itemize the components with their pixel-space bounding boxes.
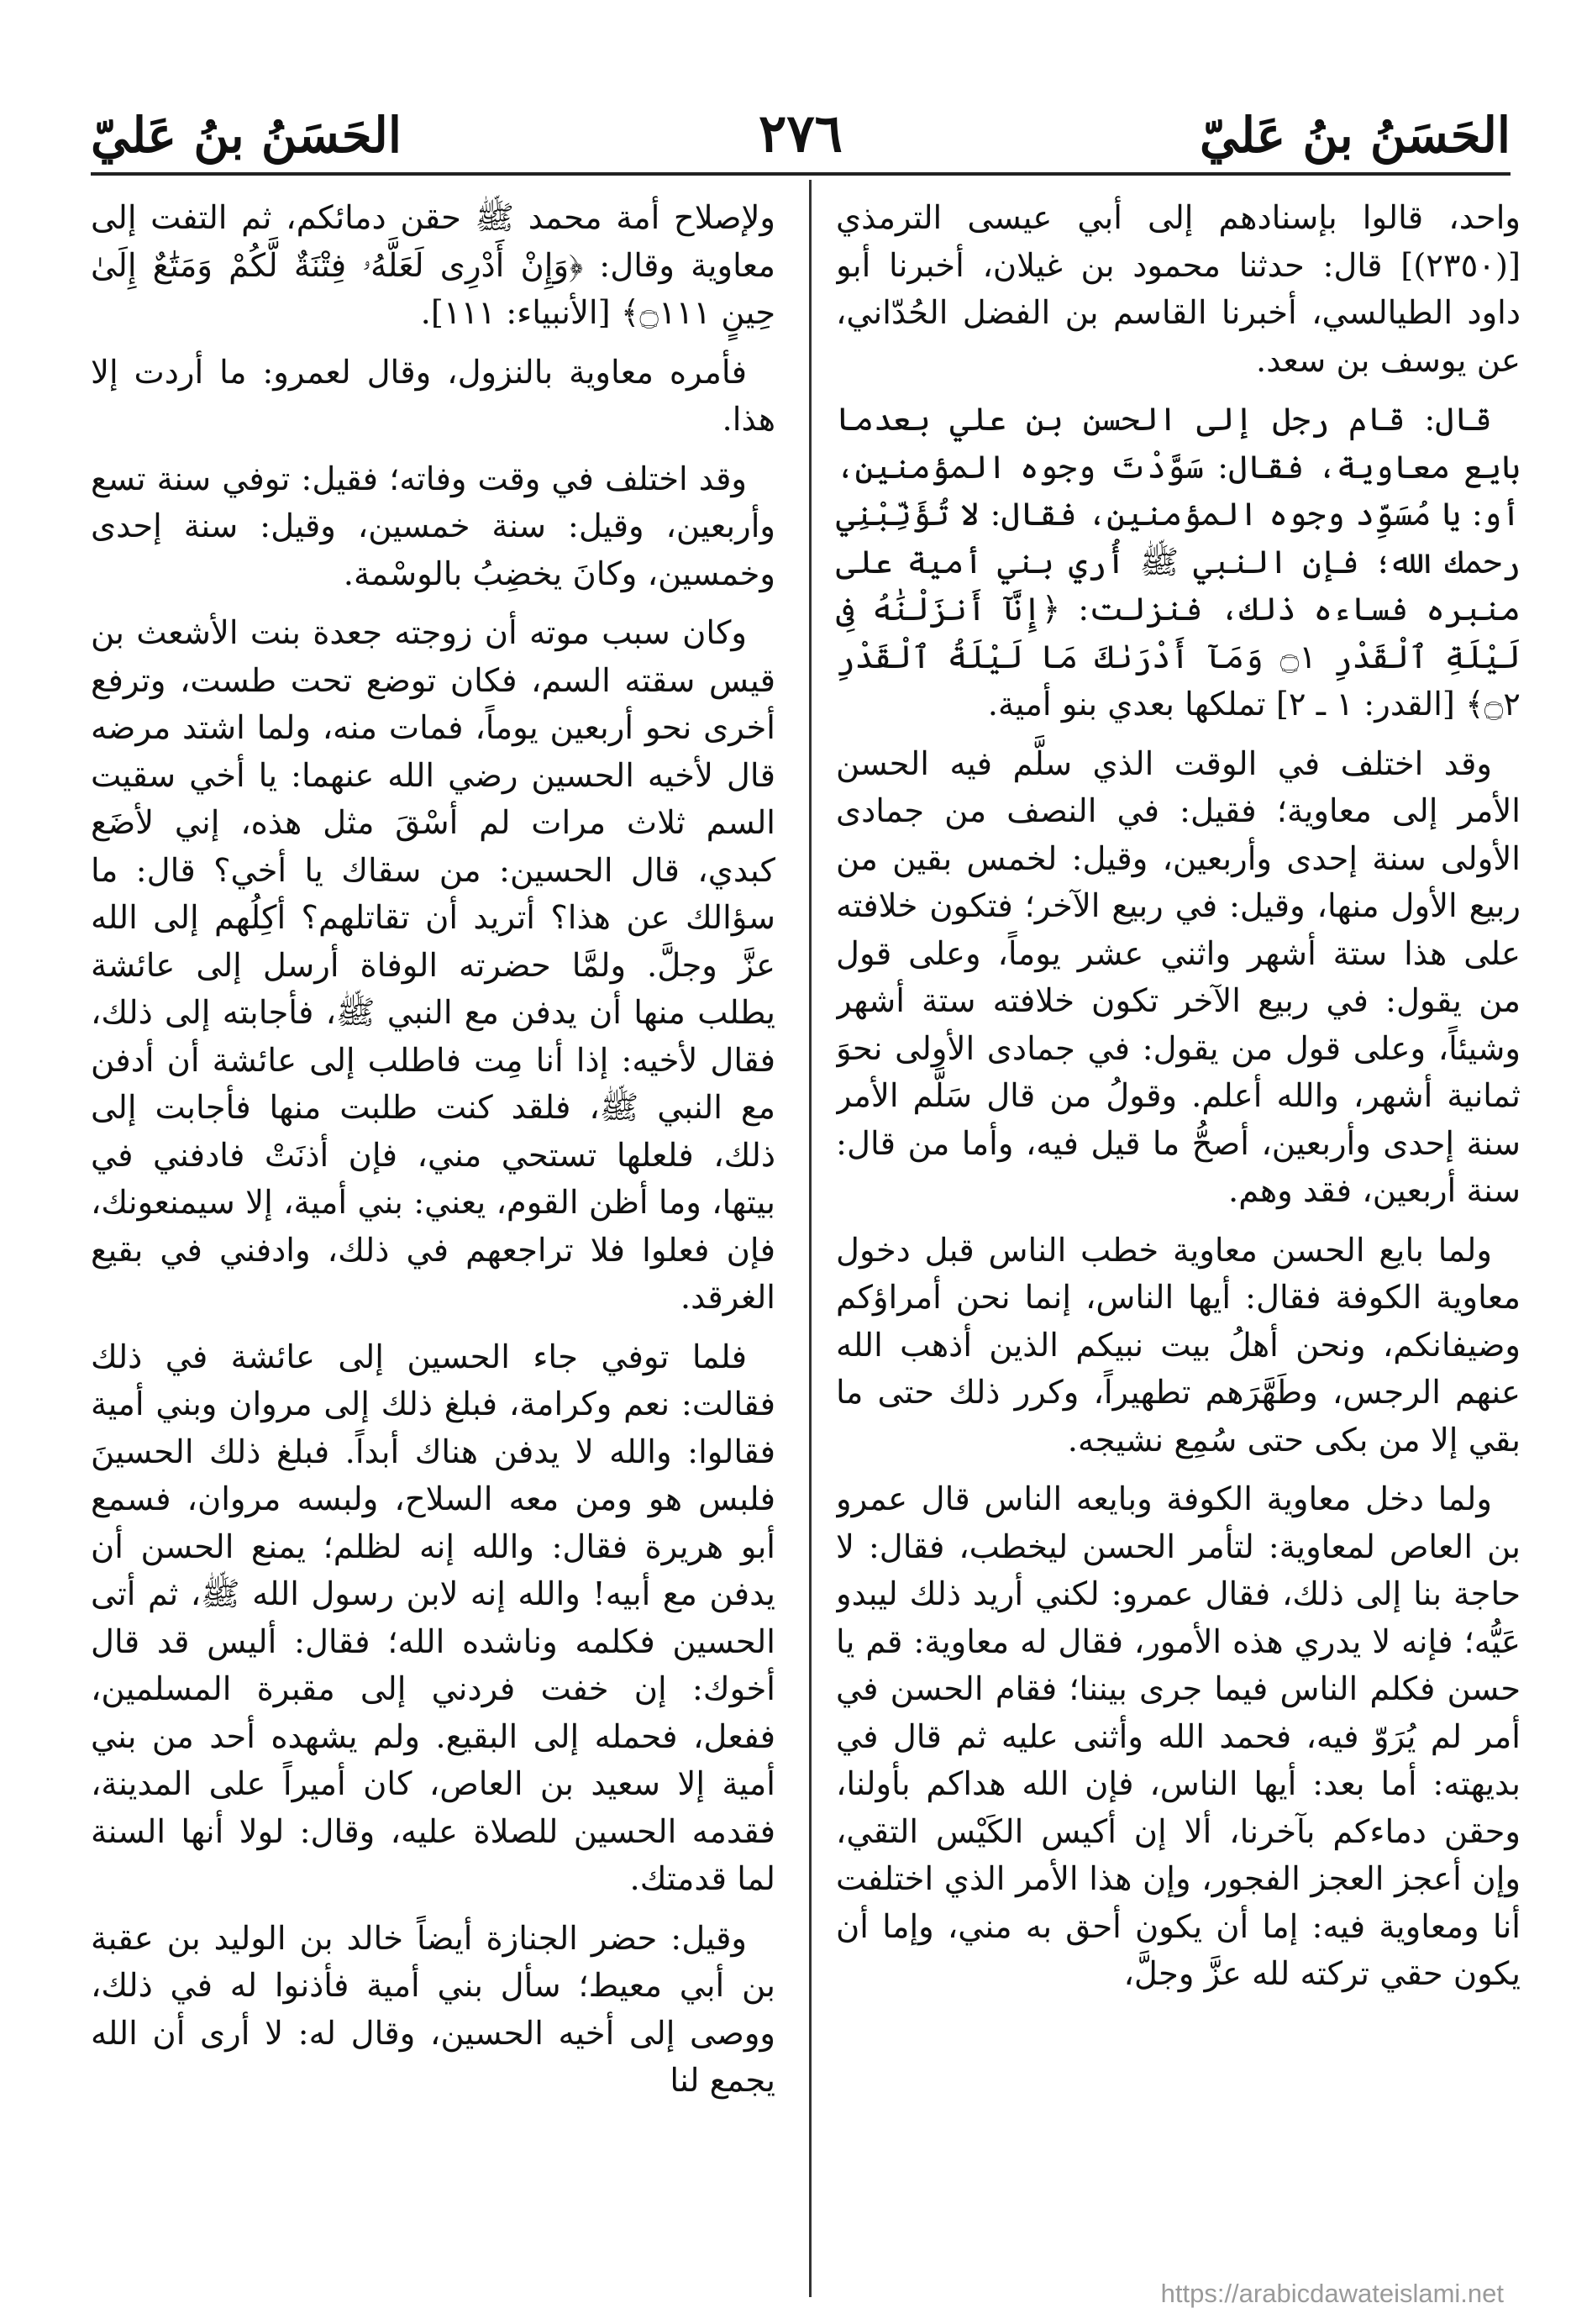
watermark-url: https://arabicdawateislami.net [1160, 2279, 1504, 2308]
paragraph: قال: قام رجل إلى الحسن بن علي بعدما بايع معاوية، فقال: سَوَّدْتَ وجوه المؤمنين، أو: يا مُسَوِّد وجوه المؤمنين، فقال: لا تُؤَنِّبْنِي رحمك الله؛ فإن النبي ﷺ أُري بني أمية على منبره فساءه ذلك، فنزلت: ﴿إِنَّآ أَنزَلْنَٰهُ فِى لَيْلَةِ ٱلْقَدْرِ ۝١ وَمَآ أَدْرَىٰكَ مَا لَيْلَةُ ٱلْقَدْرِ ۝٢﴾ [القدر: ١ ـ ٢] تملكها بعدي بنو أمية. [836, 401, 1521, 723]
left-column [91, 195, 775, 2295]
paragraph: ولما بايع الحسن معاوية خطب الناس قبل دخول معاوية الكوفة فقال: أيها الناس، إنما نحن أمراؤكم وضيفانكم، ونحن أهلُ بيت نبيكم الذين أذهب الله عنهم الرجس، وطَهَّرَهم تطهيراً، وكرر ذلك حتى ما بقي إلا من بكى حتى سُمِع نشيجه. [836, 1231, 1521, 1459]
paragraph: واحد، قالوا بإسنادهم إلى أبي عيسى الترمذي [(٢٣٥٠)] قال: حدثنا محمود بن غيلان، أخبرنا أبو داود الطيالسي، أخبرنا القاسم بن الفضل الحُدّاني، عن يوسف بن سعد. [836, 199, 1521, 380]
running-head-right: الحَسَنُ بنُ عَليّ [1200, 107, 1511, 164]
paragraph: فلما توفي جاء الحسين إلى عائشة في ذلك فقالت: نعم وكرامة، فبلغ ذلك إلى مروان وبني أمية فقالوا: والله لا يدفن هناك أبداً. فبلغ ذلك الحسينَ فلبس هو ومن معه السلاح، ولبسه مروان، فسمع أبو هريرة فقال: والله إنه لظلم؛ يمنع الحسن أن يدفن مع أبيه! والله إنه لابن رسول الله ﷺ، ثم أتى الحسين فكلمه وناشده الله؛ فقال: أليس قد قال أخوك: إن خفت فردني إلى مقبرة المسلمين، ففعل، فحمله إلى البقيع. ولم يشهده أحد من بني أمية إلا سعيد بن العاص، كان أميراً على المدينة، فقدمه الحسين للصلاة عليه، وقال: لولا أنها السنة لما قدمتك. [91, 1338, 775, 1898]
paragraph: وقد اختلف في الوقت الذي سلَّم فيه الحسن الأمر إلى معاوية؛ فقيل: في النصف من جمادى الأولى سنة إحدى وأربعين، وقيل: لخمس بقين من ربيع الأول منها، وقيل: في ربيع الآخر؛ فتكون خلافته على هذا ستة أشهر واثني عشر يوماً، وعلى قول من يقول: في ربيع الآخر تكون خلافته ستة أشهر وشيئاً، وعلى قول من يقول: في جمادى الأولى نحوَ ثمانية أشهر، والله أعلم. وقولُ من قال سَلَّم الأمر سنة إحدى وأربعين، أصحُّ ما قيل فيه، وأما من قال: سنة أربعين، فقد وهم. [836, 744, 1521, 1210]
paragraph: وقد اختلف في وقت وفاته؛ فقيل: توفي سنة تسع وأربعين، وقيل: سنة خمسين، وقيل: سنة إحدى وخمسين، وكانَ يخضِبُ بالوسْمة. [91, 460, 775, 593]
column-divider [809, 180, 812, 2297]
paragraph: ولإصلاح أمة محمد ﷺ حقن دمائكم، ثم التفت إلى معاوية وقال: ﴿وَإِنْ أَدْرِى لَعَلَّهُۥ فِتْنَةٌ لَّكُمْ وَمَتَٰعٌ إِلَىٰ حِينٍ ۝١١١﴾ [الأنبياء: ١١١]. [91, 199, 775, 332]
paragraph: ولما دخل معاوية الكوفة وبايعه الناس قال عمرو بن العاص لمعاوية: لتأمر الحسن ليخطب، فقال: لا حاجة بنا إلى ذلك، فقال عمرو: لكني أريد ذلك ليبدو عَيُّه؛ فإنه لا يدري هذه الأمور، فقال له معاوية: قم يا حسن فكلم الناس فيما جرى بيننا؛ فقام الحسن في أمر لم يُرَوّ فيه، فحمد الله وأثنى عليه ثم قال في بديهته: أما بعد: أيها الناس، فإن الله هداكم بأولنا، وحقن دماءكم بآخرنا، ألا إن أكيس الكَيْس التقي، وإن أعجز العجز الفجور، وإن هذا الأمر الذي اختلفت أنا ومعاوية فيه: إما أن يكون أحق به مني، وإما أن يكون حقي تركته لله عزَّ وجلَّ، [836, 1480, 1521, 1993]
header-rule [91, 172, 1511, 176]
paragraph: وقيل: حضر الجنازة أيضاً خالد بن الوليد بن عقبة بن أبي معيط؛ سأل بني أمية فأذنوا له في ذلك، ووصى إلى أخيه الحسين، وقال له: لا أرى أن الله يجمع لنا [91, 1919, 775, 2100]
page-number: ٢٧٦ [759, 103, 843, 164]
paragraph: فأمره معاوية بالنزول، وقال لعمرو: ما أردت إلا هذا. [91, 353, 775, 439]
running-head-left: الحَسَنُ بنُ عَليّ [91, 107, 402, 164]
page-header [91, 77, 1511, 170]
paragraph: وكان سبب موته أن زوجته جعدة بنت الأشعث بن قيس سقته السم، فكان توضع تحت طست، وترفع أخرى نحو أربعين يوماً، فمات منه، ولما اشتد مرضه قال لأخيه الحسين رضي الله عنهما: يا أخي سقيت السم ثلاث مرات لم أسْقَ مثل هذه، إني لأضَع كبدي، قال الحسين: من سقاك يا أخي؟ قال: ما سؤالك عن هذا؟ أتريد أن تقاتلهم؟ أكِلُهم إلى الله عزَّ وجلَّ. ولمَّا حضرته الوفاة أرسل إلى عائشة يطلب منها أن يدفن مع النبي ﷺ، فأجابته إلى ذلك، فقال لأخيه: إذا أنا مِت فاطلب إلى عائشة أن أدفن مع النبي ﷺ، فلقد كنت طلبت منها فأجابت إلى ذلك، فلعلها تستحي مني، فإن أذنَتْ فادفني في بيتها، وما أظن القوم، يعني: بني أمية، إلا سيمنعونك، فإن فعلوا فلا تراجعهم في ذلك، وادفني في بقيع الغرقد. [91, 614, 775, 1317]
right-column [836, 195, 1521, 2295]
